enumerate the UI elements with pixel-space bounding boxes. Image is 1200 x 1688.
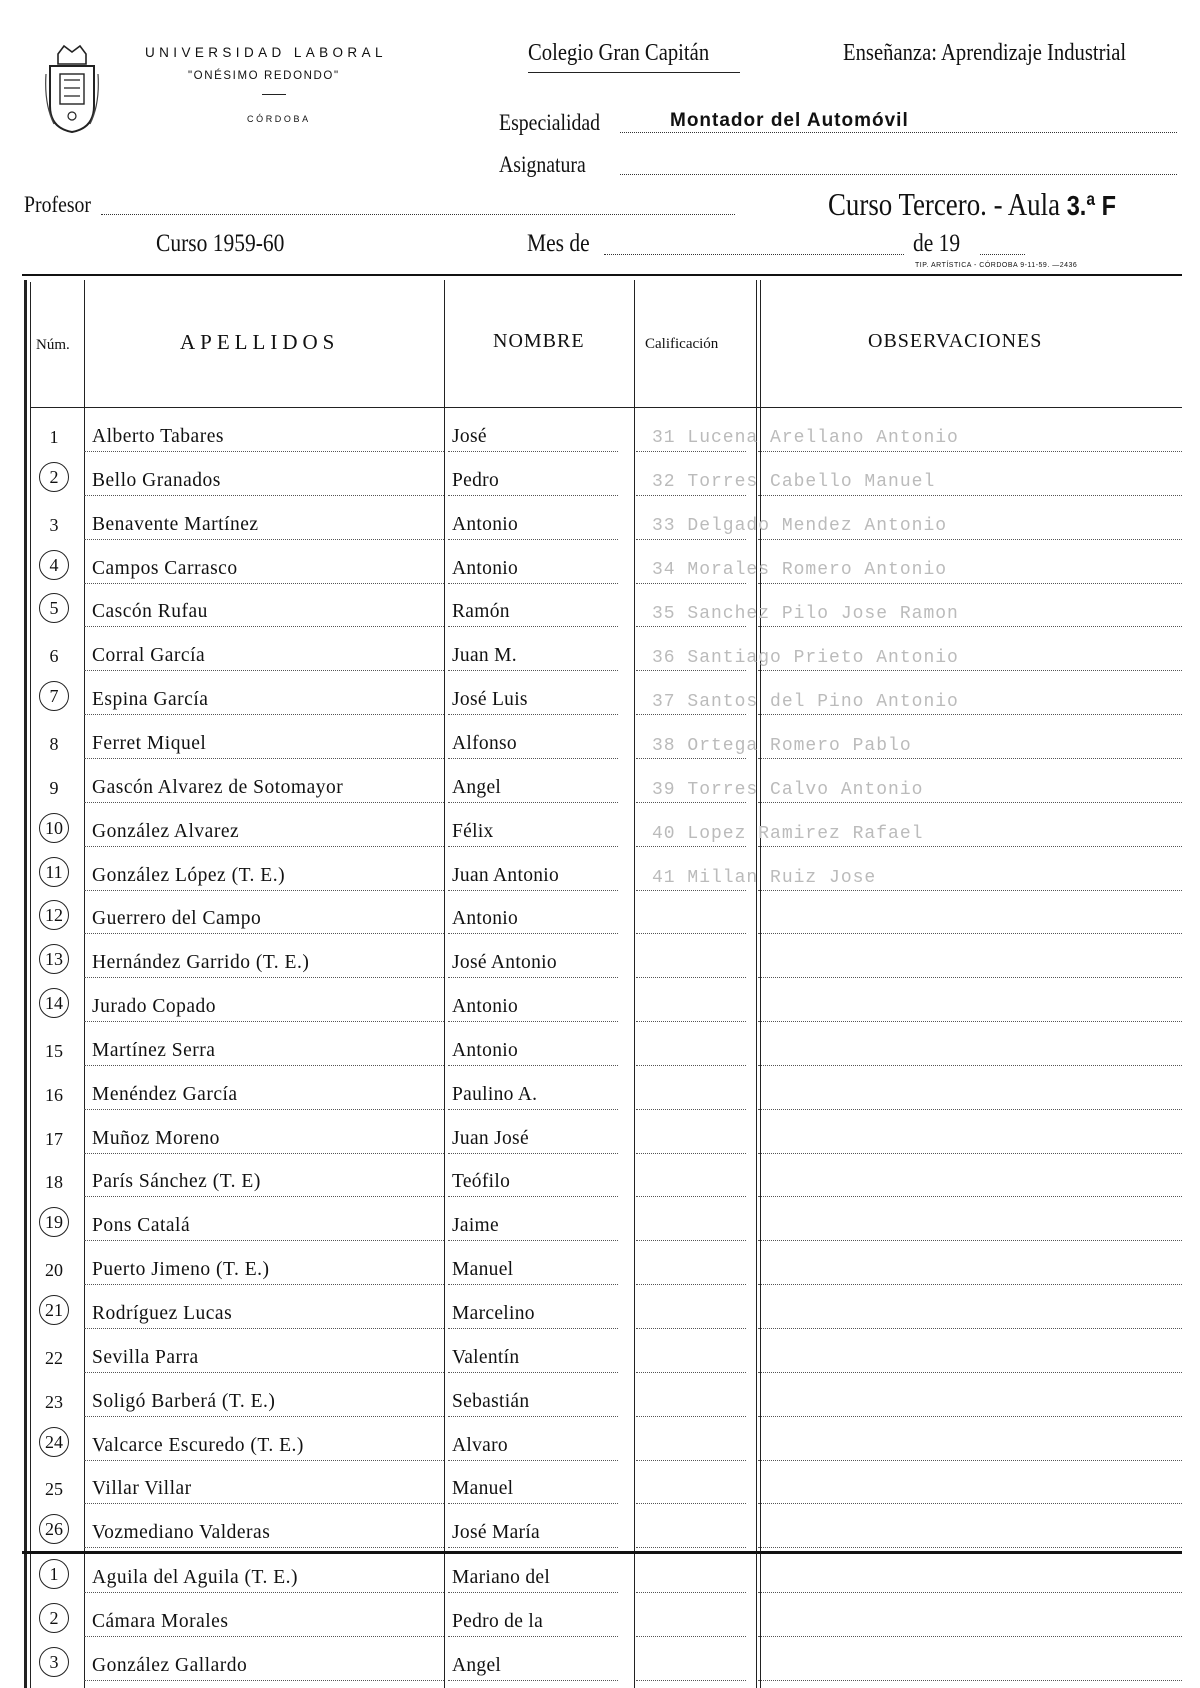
university-subtitle: "ONÉSIMO REDONDO" bbox=[188, 70, 340, 82]
nombre-cell: Antonio bbox=[452, 1039, 519, 1061]
apellidos-cell: Martínez Serra bbox=[92, 1039, 216, 1061]
row-number-text: 22 bbox=[45, 1347, 63, 1368]
row-number bbox=[34, 778, 74, 799]
table-row bbox=[28, 1329, 1182, 1373]
nombre-cell: José Luis bbox=[452, 689, 528, 711]
apellidos-cell: Ferret Miquel bbox=[92, 732, 207, 754]
nombre-cell: Angel bbox=[452, 776, 502, 798]
row-number-text: 23 bbox=[45, 1391, 63, 1412]
nombre-cell: José María bbox=[452, 1522, 541, 1544]
especialidad-label: Especialidad bbox=[499, 110, 601, 135]
table-row bbox=[28, 1197, 1182, 1241]
table-row bbox=[28, 1417, 1182, 1461]
row-number bbox=[34, 988, 74, 1018]
nombre-cell: Sebastián bbox=[452, 1390, 530, 1412]
apellidos-cell: Corral García bbox=[92, 645, 206, 667]
nombre-cell: Manuel bbox=[452, 1478, 514, 1500]
nombre-cell: Juan M. bbox=[452, 645, 517, 667]
show-through-9: 39 Torres Calvo Antonio bbox=[652, 780, 924, 800]
apellidos-cell: Bello Granados bbox=[92, 469, 221, 491]
row-number bbox=[34, 900, 74, 930]
nombre-cell: Antonio bbox=[452, 557, 519, 579]
table-row bbox=[28, 627, 1182, 671]
row-number-text: 6 bbox=[49, 646, 59, 667]
show-through-8: 38 Ortega Romero Pablo bbox=[652, 736, 912, 756]
show-through-3: 33 Delgado Mendez Antonio bbox=[652, 516, 948, 536]
row-number-text: 24 bbox=[39, 1427, 69, 1457]
header-apellidos: APELLIDOS bbox=[180, 330, 340, 354]
row-number bbox=[34, 1427, 74, 1457]
nombre-cell: Juan José bbox=[452, 1127, 529, 1149]
apellidos-cell: González Alvarez bbox=[92, 820, 240, 842]
printer-mark: TIP. ARTÍSTICA - CÓRDOBA 9-11-59. —2436 bbox=[915, 262, 1078, 269]
nombre-cell: Alfonso bbox=[452, 732, 517, 754]
row-number bbox=[34, 1348, 74, 1369]
header-calificacion: Calificación bbox=[645, 336, 719, 352]
apellidos-cell: González López (T. E.) bbox=[92, 864, 286, 886]
table-row bbox=[28, 934, 1182, 978]
row-number-text: 1 bbox=[49, 427, 59, 447]
asignatura-label: Asignatura bbox=[499, 152, 586, 177]
row-number bbox=[34, 1207, 74, 1237]
row-number-text: 13 bbox=[39, 944, 69, 974]
table-row bbox=[28, 1504, 1182, 1548]
table-row bbox=[28, 1066, 1182, 1110]
row-number-text: 25 bbox=[45, 1479, 63, 1500]
header-nombre: NOMBRE bbox=[493, 330, 585, 352]
row-number bbox=[34, 1172, 74, 1193]
colegio-underline bbox=[528, 72, 740, 73]
table-row bbox=[28, 759, 1182, 803]
colegio-name: Colegio Gran Capitán bbox=[528, 40, 710, 66]
show-through-10: 40 Lopez Ramirez Rafael bbox=[652, 824, 924, 844]
row-number bbox=[34, 1479, 74, 1500]
nombre-cell: Juan Antonio bbox=[452, 864, 560, 886]
apellidos-cell: Rodríguez Lucas bbox=[92, 1303, 233, 1324]
table-row bbox=[28, 1153, 1182, 1197]
row-number-text: 10 bbox=[39, 813, 69, 843]
table-row bbox=[28, 540, 1182, 584]
table-row bbox=[28, 671, 1182, 715]
apellidos-cell: Espina García bbox=[92, 689, 209, 711]
table-row bbox=[28, 1285, 1182, 1329]
apellidos-cell: Guerrero del Campo bbox=[92, 908, 262, 930]
row-number-text: 3 bbox=[39, 1647, 69, 1677]
apellidos-cell: París Sánchez (T. E) bbox=[92, 1171, 261, 1193]
row-number-text: 9 bbox=[49, 777, 59, 798]
row-number bbox=[34, 1647, 74, 1677]
dotted-rule bbox=[448, 1680, 618, 1681]
table-left-border bbox=[24, 280, 27, 1688]
row-number bbox=[34, 550, 74, 580]
row-number-text: 17 bbox=[45, 1128, 63, 1149]
row-number bbox=[34, 515, 74, 536]
nombre-cell: Ramón bbox=[452, 601, 510, 623]
university-divider bbox=[262, 94, 286, 95]
university-name: UNIVERSIDAD LABORAL bbox=[145, 45, 387, 60]
row-number-text: 26 bbox=[39, 1514, 69, 1544]
row-number-text: 14 bbox=[39, 988, 69, 1018]
nombre-cell: Antonio bbox=[452, 996, 519, 1018]
table-row bbox=[28, 1549, 1182, 1593]
apellidos-cell: Gascón Alvarez de Sotomayor bbox=[92, 776, 344, 798]
year-label: de 19 bbox=[913, 230, 961, 257]
table-row bbox=[28, 803, 1182, 847]
table-row bbox=[28, 1241, 1182, 1285]
apellidos-cell: Cascón Rufau bbox=[92, 601, 208, 623]
nombre-cell: Jaime bbox=[452, 1215, 499, 1237]
row-number bbox=[34, 681, 74, 711]
row-number bbox=[34, 1514, 74, 1544]
row-number bbox=[34, 1260, 74, 1281]
apellidos-cell: Jurado Copado bbox=[92, 996, 217, 1018]
nombre-cell: Manuel bbox=[452, 1259, 514, 1281]
show-through-1: 31 Lucena Arellano Antonio bbox=[652, 428, 959, 448]
dotted-rule bbox=[636, 1680, 746, 1681]
section-separator bbox=[22, 1551, 1182, 1554]
apellidos-cell: Muñoz Moreno bbox=[92, 1127, 220, 1149]
apellidos-cell: Menéndez García bbox=[92, 1083, 238, 1105]
dotted-rule bbox=[448, 1547, 618, 1548]
row-number-text: 5 bbox=[39, 593, 69, 623]
mes-label: Mes de bbox=[527, 230, 590, 257]
show-through-2: 32 Torres Cabello Manuel bbox=[652, 472, 936, 492]
row-number-text: 4 bbox=[39, 550, 69, 580]
nombre-cell: Marcelino bbox=[452, 1303, 535, 1324]
nombre-cell: Félix bbox=[452, 820, 494, 842]
row-number-text: 1 bbox=[39, 1559, 69, 1589]
table-row bbox=[28, 452, 1182, 496]
dotted-rule bbox=[84, 1547, 444, 1548]
row-number bbox=[34, 944, 74, 974]
show-through-7: 37 Santos del Pino Antonio bbox=[652, 692, 959, 712]
apellidos-cell: Sevilla Parra bbox=[92, 1346, 199, 1368]
apellidos-cell: Puerto Jimeno (T. E.) bbox=[92, 1259, 270, 1281]
show-through-5: 35 Sanchez Pilo Jose Ramon bbox=[652, 604, 959, 624]
row-number-text: 20 bbox=[45, 1260, 63, 1281]
row-number-text: 15 bbox=[45, 1040, 63, 1061]
row-number bbox=[34, 1295, 74, 1325]
apellidos-cell: Vozmediano Valderas bbox=[92, 1522, 271, 1544]
nombre-cell: Angel bbox=[452, 1654, 502, 1676]
row-number bbox=[34, 1559, 74, 1589]
apellidos-cell: Hernández Garrido (T. E.) bbox=[92, 952, 310, 974]
university-city: CÓRDOBA bbox=[247, 114, 311, 124]
row-number bbox=[34, 427, 74, 448]
nombre-cell: Mariano del bbox=[452, 1567, 551, 1589]
nombre-cell: Pedro de la bbox=[452, 1610, 544, 1632]
apellidos-cell: Cámara Morales bbox=[92, 1610, 229, 1632]
show-through-6: 36 Santiago Prieto Antonio bbox=[652, 648, 959, 668]
curso-year: Curso 1959-60 bbox=[156, 230, 285, 257]
apellidos-cell: Valcarce Escuredo (T. E.) bbox=[92, 1434, 304, 1456]
dotted-rule bbox=[636, 1547, 746, 1548]
especialidad-dotted-line bbox=[620, 132, 1177, 133]
asignatura-dotted-line bbox=[620, 174, 1177, 175]
row-number-text: 2 bbox=[39, 1603, 69, 1633]
especialidad-value: Montador del Automóvil bbox=[670, 110, 909, 131]
year-dotted-line bbox=[980, 254, 1025, 255]
dotted-rule bbox=[84, 1680, 444, 1681]
apellidos-cell: Villar Villar bbox=[92, 1478, 192, 1500]
row-number bbox=[34, 1085, 74, 1106]
nombre-cell: José Antonio bbox=[452, 952, 557, 974]
table-row bbox=[28, 1373, 1182, 1417]
dotted-rule bbox=[758, 1680, 1182, 1681]
row-number bbox=[34, 462, 74, 492]
row-number-text: 12 bbox=[39, 900, 69, 930]
nombre-cell: Pedro bbox=[452, 469, 499, 491]
curso-aula-text: Curso Tercero. - Aula bbox=[828, 186, 1067, 222]
row-number-text: 7 bbox=[39, 681, 69, 711]
nombre-cell: Alvaro bbox=[452, 1434, 508, 1456]
apellidos-cell: Pons Catalá bbox=[92, 1215, 191, 1237]
apellidos-cell: Alberto Tabares bbox=[92, 426, 224, 447]
row-number bbox=[34, 1041, 74, 1062]
table-row bbox=[28, 1593, 1182, 1637]
row-number-text: 19 bbox=[39, 1207, 69, 1237]
nombre-cell: Antonio bbox=[452, 513, 519, 535]
table-row bbox=[28, 847, 1182, 891]
header-rule bbox=[22, 274, 1182, 276]
table-row bbox=[28, 978, 1182, 1022]
table-row bbox=[28, 1022, 1182, 1066]
apellidos-cell: González Gallardo bbox=[92, 1654, 248, 1676]
profesor-dotted-line bbox=[101, 214, 735, 215]
table-row bbox=[28, 408, 1182, 452]
nombre-cell: Teófilo bbox=[452, 1171, 511, 1193]
apellidos-cell: Aguila del Aguila (T. E.) bbox=[92, 1567, 299, 1589]
table-row bbox=[28, 496, 1182, 540]
table-row bbox=[28, 890, 1182, 934]
university-crest-icon bbox=[44, 44, 100, 134]
show-through-4: 34 Morales Romero Antonio bbox=[652, 560, 948, 580]
row-number bbox=[34, 734, 74, 755]
show-through-11: 41 Millan Ruiz Jose bbox=[652, 868, 877, 888]
row-number-text: 21 bbox=[39, 1295, 69, 1325]
row-number bbox=[34, 857, 74, 887]
row-number-text: 18 bbox=[45, 1172, 63, 1193]
nombre-cell: Valentín bbox=[452, 1346, 520, 1368]
row-number bbox=[34, 646, 74, 667]
row-number-text: 16 bbox=[45, 1084, 63, 1105]
dotted-rule bbox=[758, 1547, 1182, 1548]
row-number-text: 8 bbox=[49, 733, 59, 754]
header-num: Núm. bbox=[36, 337, 70, 353]
apellidos-cell: Campos Carrasco bbox=[92, 557, 238, 579]
row-number-text: 2 bbox=[39, 462, 69, 492]
aula-number: 3.ª F bbox=[1066, 190, 1116, 221]
table-row bbox=[28, 1637, 1182, 1681]
row-number bbox=[34, 1129, 74, 1150]
row-number bbox=[34, 813, 74, 843]
table-row bbox=[28, 715, 1182, 759]
apellidos-cell: Soligó Barberá (T. E.) bbox=[92, 1390, 276, 1412]
profesor-label: Profesor bbox=[24, 192, 92, 217]
row-number bbox=[34, 1603, 74, 1633]
table-row bbox=[28, 1460, 1182, 1504]
nombre-cell: Antonio bbox=[452, 908, 519, 930]
row-number bbox=[34, 1392, 74, 1413]
row-number-text: 3 bbox=[49, 514, 59, 535]
apellidos-cell: Benavente Martínez bbox=[92, 513, 259, 535]
row-number-text: 11 bbox=[39, 857, 69, 887]
row-number bbox=[34, 593, 74, 623]
nombre-cell: José bbox=[452, 426, 487, 447]
table-row bbox=[28, 583, 1182, 627]
mes-dotted-line bbox=[604, 254, 904, 255]
nombre-cell: Paulino A. bbox=[452, 1083, 538, 1105]
header-observaciones: OBSERVACIONES bbox=[868, 330, 1043, 352]
curso-aula bbox=[828, 186, 1116, 223]
table-row bbox=[28, 1110, 1182, 1154]
ensenanza-label: Enseñanza: Aprendizaje Industrial bbox=[843, 40, 1127, 66]
